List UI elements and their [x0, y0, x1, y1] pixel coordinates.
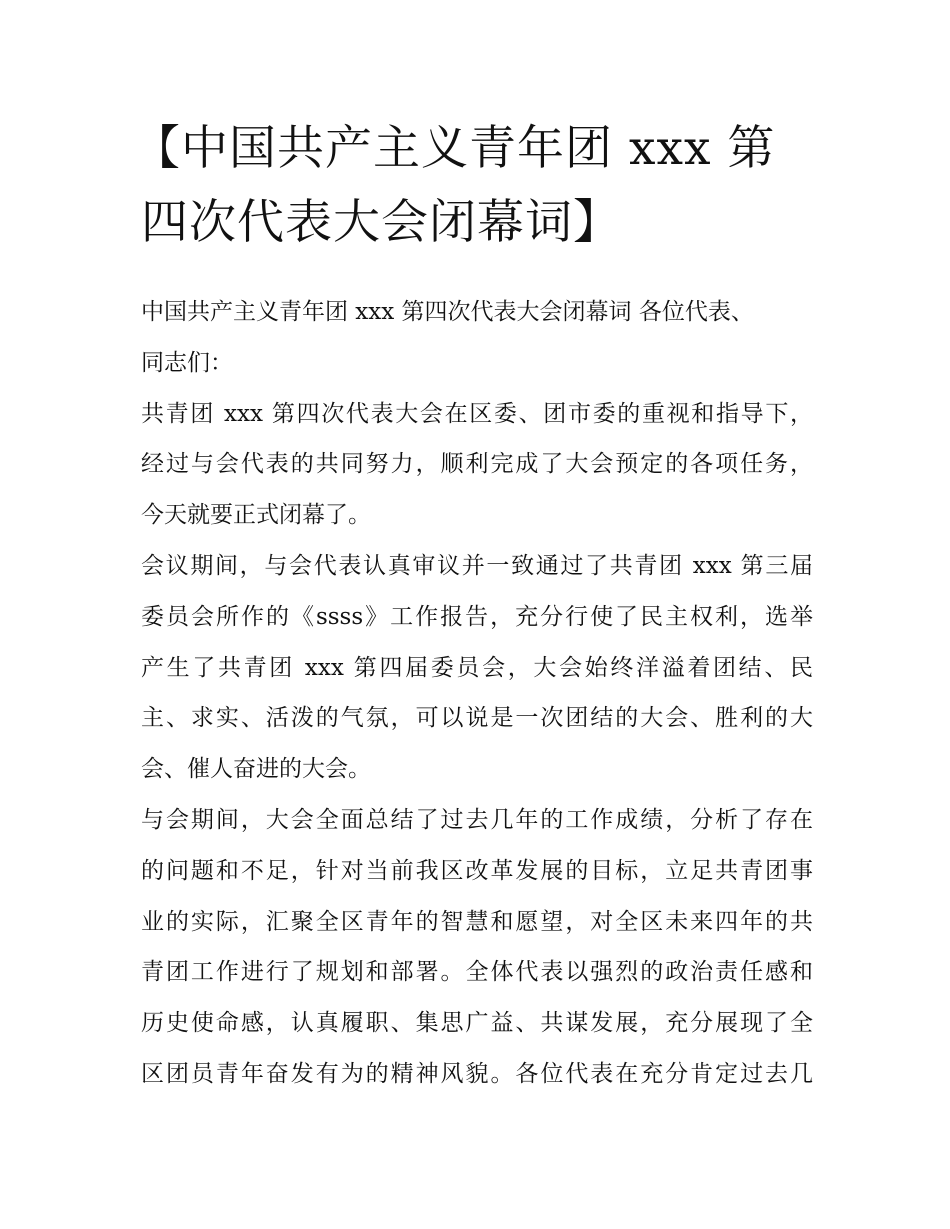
paragraph-line: 产生了共青团 xxx 第四届委员会，大会始终洋溢着团结、民: [141, 654, 813, 681]
paragraph-line: 共青团 xxx 第四次代表大会在区委、团市委的重视和指导下，: [141, 400, 813, 427]
paragraph-line: 青团工作进行了规划和部署。全体代表以强烈的政治责任感和: [141, 959, 813, 986]
paragraph-line: 的问题和不足，针对当前我区改革发展的目标，立足共青团事: [141, 857, 813, 884]
document-page: [133, 112, 813, 1100]
title-line: 【中国共产主义青年团 xxx 第: [133, 121, 776, 176]
paragraph-line: 经过与会代表的共同努力，顺利完成了大会预定的各项任务，: [141, 451, 813, 478]
paragraph-line: 区团员青年奋发有为的精神风貌。各位代表在充分肯定过去几: [141, 1060, 813, 1087]
paragraph-line: 今天就要正式闭幕了。: [141, 502, 371, 529]
document-body: [141, 287, 813, 1100]
paragraph-line: 同志们：: [141, 349, 233, 376]
paragraph-line: 中国共产主义青年团 xxx 第四次代表大会闭幕词 各位代表、: [141, 299, 754, 325]
paragraph-line: 委员会所作的《ssss》工作报告，充分行使了民主权利，选举: [141, 603, 813, 630]
paragraph-line: 与会期间，大会全面总结了过去几年的工作成绩，分析了存在: [141, 806, 813, 833]
paragraph-line: 历史使命感，认真履职、集思广益、共谋发展，充分展现了全: [141, 1010, 813, 1037]
paragraph-line: 会议期间，与会代表认真审议并一致通过了共青团 xxx 第三届: [141, 552, 813, 579]
paragraph-line: 会、催人奋进的大会。: [141, 756, 371, 783]
document-title: [133, 112, 813, 260]
title-line: 四次代表大会闭幕词】: [141, 195, 621, 250]
paragraph-line: 主、求实、活泼的气氛，可以说是一次团结的大会、胜利的大: [141, 705, 813, 732]
paragraph-line: 业的实际，汇聚全区青年的智慧和愿望，对全区未来四年的共: [141, 908, 813, 935]
